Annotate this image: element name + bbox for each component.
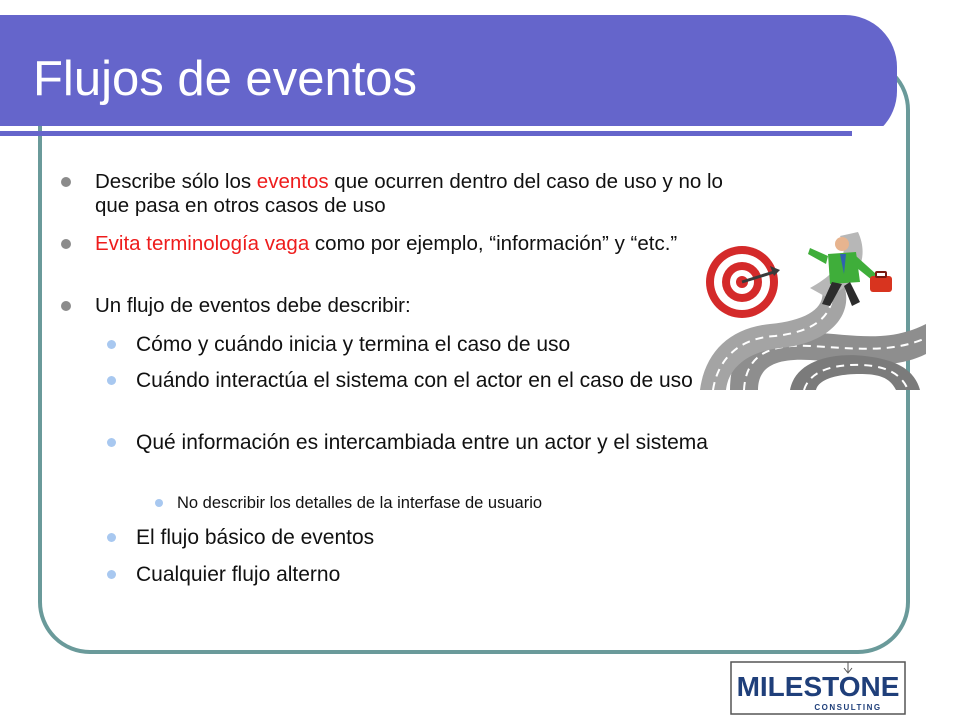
bullet-text: Cuándo interactúa el sistema con el actor en el caso de uso [136, 369, 693, 392]
milestone-logo [730, 660, 906, 716]
bullet-dot-icon [107, 340, 116, 349]
bullet-text: Cómo y cuándo inicia y termina el caso de uso [136, 333, 571, 356]
logo-main-text: MILESTONE [736, 671, 900, 702]
bullet-dot-icon [107, 438, 116, 447]
bullet-dot-icon [155, 499, 163, 507]
bullet-item-level-2 [136, 562, 726, 587]
bullet-text: Cualquier flujo alterno [136, 563, 341, 586]
bullet-item-level-2 [136, 368, 726, 393]
bullet-text: como por ejemplo, “información” y “etc.” [309, 232, 678, 255]
bullet-item-level-1 [95, 294, 735, 318]
bullet-item-level-2 [136, 525, 726, 550]
bullet-item-level-2 [136, 332, 726, 357]
bullet-dot-icon [61, 239, 71, 249]
slide-title: Flujos de eventos [33, 52, 418, 106]
bullet-text: El flujo básico de eventos [136, 526, 375, 549]
highlighted-text: Evita terminología vaga [95, 232, 310, 255]
bullet-dot-icon [107, 570, 116, 579]
target-road-businessman-clipart [700, 232, 926, 392]
bullet-dot-icon [61, 301, 71, 311]
title-bar [0, 15, 897, 143]
bullet-text: No describir los detalles de la interfase de usuario [177, 494, 543, 512]
title-underline [0, 131, 852, 136]
bullet-dot-icon [107, 533, 116, 542]
bullet-item-level-1 [95, 232, 735, 256]
bullet-text: Qué información es intercambiada entre un actor y el sistema [136, 431, 708, 454]
bullet-text: Un flujo de eventos debe describir: [95, 294, 411, 317]
bullet-item-level-2 [136, 430, 726, 455]
bullet-dot-icon [107, 376, 116, 385]
logo-sub-text: CONSULTING [814, 703, 882, 712]
bullet-item-level-3 [177, 493, 737, 513]
bullet-item-level-1 [95, 170, 735, 218]
bullet-text: que ocurren dentro del caso de uso y no lo que pasa en otros casos de uso [95, 170, 723, 217]
bullet-dot-icon [61, 177, 71, 187]
highlighted-text: eventos [256, 170, 329, 193]
bullet-text: Describe sólo los [95, 170, 257, 193]
